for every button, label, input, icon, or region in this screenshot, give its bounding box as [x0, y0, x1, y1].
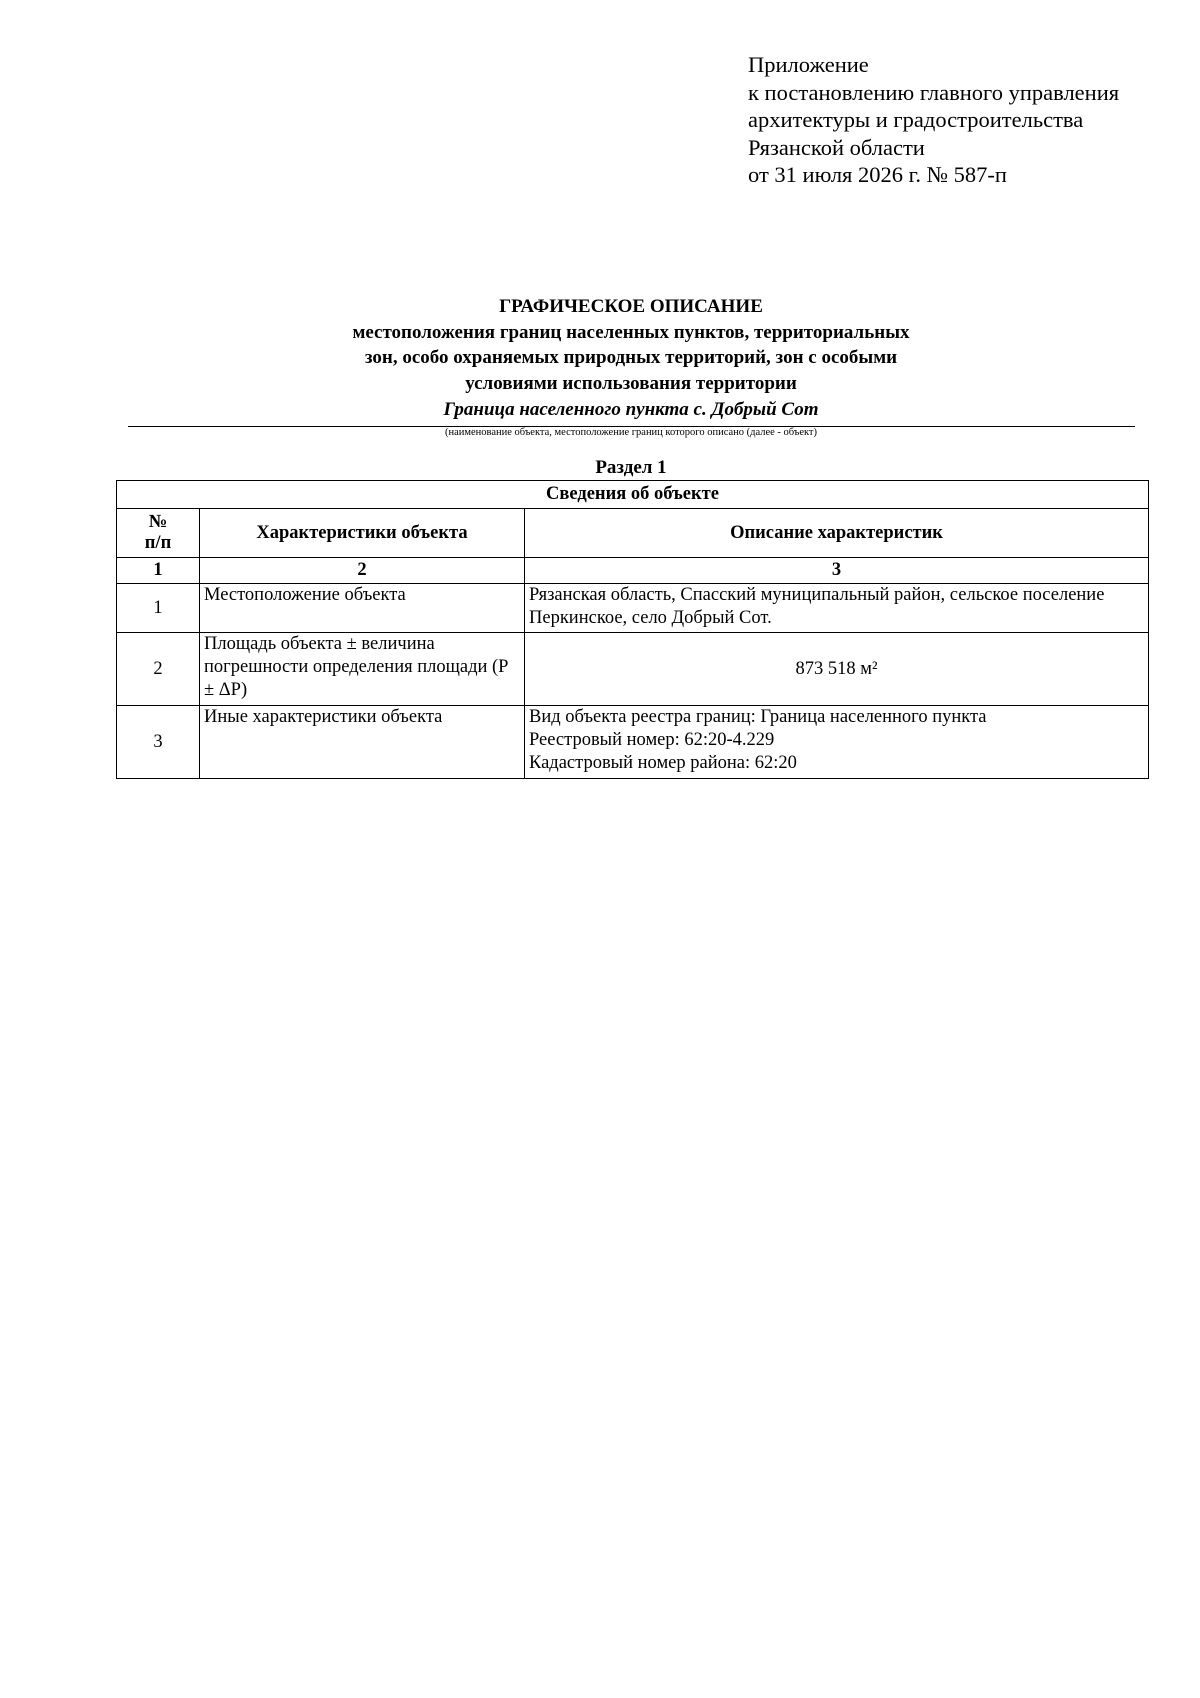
section-label: Раздел 1: [595, 457, 667, 478]
row-characteristic: Площадь объекта ± величина погрешности определения площади (Р ± ΔР): [200, 633, 525, 706]
header-description: Описание характеристик: [525, 509, 1149, 558]
column-number: 3: [525, 558, 1149, 584]
table-caption-row: [117, 481, 1149, 509]
row-number: 2: [117, 633, 200, 706]
table-caption: Сведения об объекте: [117, 481, 1149, 509]
row-number: 3: [117, 706, 200, 779]
table-row: [117, 706, 1149, 779]
table-row: [117, 584, 1149, 633]
title-subtitle-line: местоположения границ населенных пунктов, территориальных: [352, 321, 910, 343]
title-subtitle-line: зон, особо охраняемых природных территорий, зон с особыми: [364, 347, 898, 368]
column-number: 1: [117, 558, 200, 584]
row-description: Рязанская область, Спасский муниципальный район, сельское поселение Перкинское, село Добрый Сот.: [525, 584, 1149, 633]
appendix-line: Рязанской области: [748, 134, 925, 160]
row-description: [525, 706, 1149, 779]
document-title: [0, 294, 1200, 396]
table-header-row: [117, 509, 1149, 558]
title-heading: ГРАФИЧЕСКОЕ ОПИСАНИЕ: [499, 296, 763, 317]
description-line: Реестровый номер: 62:20-4.229: [529, 730, 775, 750]
title-subtitle-line: условиями использования территории: [465, 372, 797, 394]
appendix-date-line: от 31 июля 2026 г. № 587-п: [748, 162, 1007, 187]
appendix-block: [748, 51, 1119, 189]
object-info-table: [116, 480, 1149, 779]
object-name-caption: (наименование объекта, местоположение границ которого описано (далее - объект): [444, 427, 818, 438]
appendix-line: Приложение: [748, 52, 869, 77]
header-characteristic: Характеристики объекта: [200, 509, 525, 558]
header-num-text: № п/п: [144, 512, 172, 553]
appendix-line: к постановлению главного управления: [748, 79, 1120, 105]
column-number: 2: [200, 558, 525, 584]
row-description: 873 518 м²: [525, 633, 1149, 706]
header-num: [117, 509, 200, 558]
description-line: Вид объекта реестра границ: Граница населенного пункта: [529, 707, 987, 727]
description-line: Кадастровый номер района: 62:20: [529, 753, 797, 773]
row-characteristic: Местоположение объекта: [200, 584, 525, 633]
column-number-row: [117, 558, 1149, 584]
table-row: [117, 633, 1149, 706]
object-name: Граница населенного пункта с. Добрый Сот: [443, 399, 819, 420]
appendix-line: архитектуры и градостроительства: [748, 107, 1084, 132]
row-number: 1: [117, 584, 200, 633]
row-characteristic: Иные характеристики объекта: [200, 706, 525, 779]
